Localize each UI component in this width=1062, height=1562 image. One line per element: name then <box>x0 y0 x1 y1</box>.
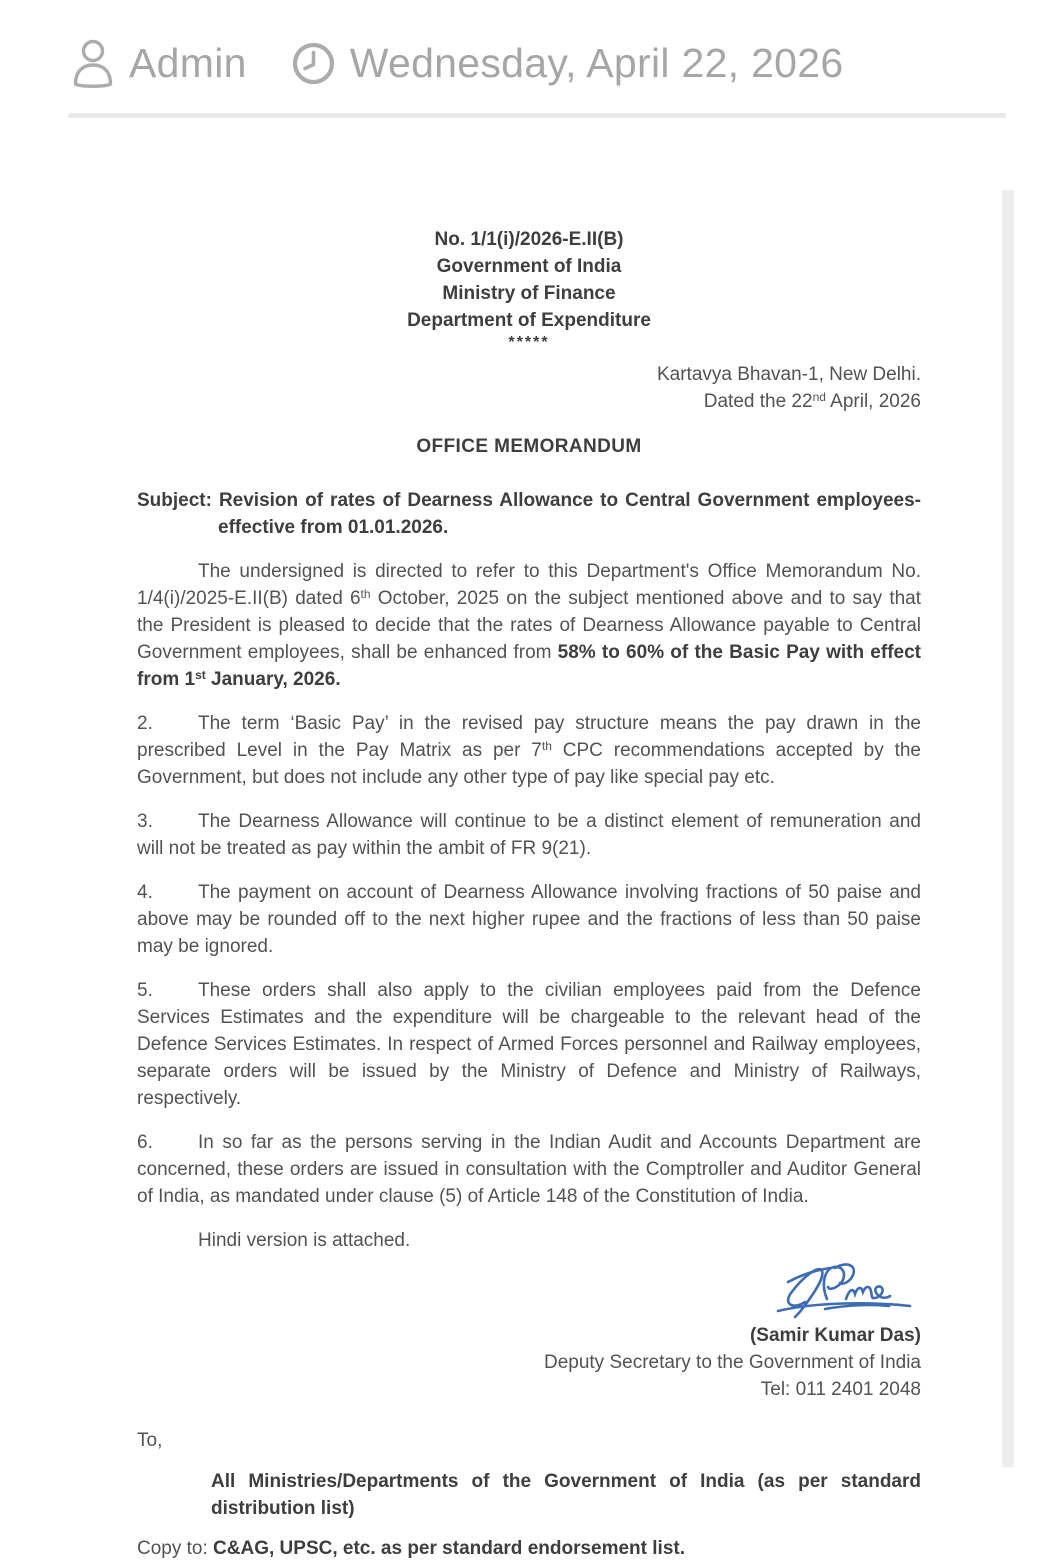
org-line-government: Government of India <box>436 256 622 277</box>
signatory-title: Deputy Secretary to the Government of India <box>543 1352 921 1373</box>
header-divider <box>68 113 1006 118</box>
post-meta-header <box>70 34 843 92</box>
user-icon <box>70 37 116 89</box>
signature-ink <box>769 1258 919 1322</box>
post-date-label: Wednesday, April 22, 2026 <box>349 39 844 86</box>
paragraph-2-number: 2. <box>137 713 153 734</box>
paragraph-4: 4. The payment on account of Dearness Allowance involving fractions of 50 paise and above may be rounded off to the next higher rupee and the fractions of less than 50 paise may be ignored. <box>137 879 921 960</box>
org-line-ministry: Ministry of Finance <box>442 283 616 304</box>
memo-title: OFFICE MEMORANDUM <box>416 436 642 457</box>
star-separator: ***** <box>508 334 550 351</box>
paragraph-6: 6. In so far as the persons serving in the Indian Audit and Accounts Department are concerned, these orders are issued in consultation with the Comptroller and Auditor General of India, as mandated under clause (5) of Article 148 of the Constitution of India. <box>137 1129 921 1210</box>
paragraph-5: 5. These orders shall also apply to the civilian employees paid from the Defence Services Estimates and the expenditure will be chargeable to the relevant head of the Defence Services Estimates. In respect of Armed Forces personnel and Railway employees, separate orders will be issued by the Ministry of Defence and Ministry of Railways, respectively. <box>137 977 921 1112</box>
paragraph-1: The undersigned is directed to refer to this Department's Office Memorandum No. 1/4(i)/2025-E.II(B) dated 6th October, 2025 on the subject mentioned above and to say that the President is pleased to decide that the rates of Dearness Allowance payable to Central Government employees, shall be enhanced from 58% to 60% of the Basic Pay with effect from 1st January, 2026. <box>137 561 922 690</box>
signature-block <box>137 1258 921 1403</box>
issue-place: Kartavya Bhavan-1, New Delhi. <box>656 364 921 385</box>
office-memorandum-document <box>137 226 921 1562</box>
distribution-list: All Ministries/Departments of the Government of India (as per standard distribution list) <box>211 1471 921 1519</box>
copy-to-line: Copy to: C&AG, UPSC, etc. as per standard endorsement list. <box>137 1538 686 1559</box>
hindi-version-note: Hindi version is attached. <box>198 1230 411 1251</box>
subject-label: Subject: <box>137 490 212 511</box>
paragraph-2: 2. The term ‘Basic Pay’ in the revised pay structure means the pay drawn in the prescribed Level in the Pay Matrix as per 7th CPC recommendations accepted by the Government, but does not include any other type of pay like special pay etc. <box>137 710 921 791</box>
date-ordinal-superscript: nd <box>812 390 826 404</box>
scanned-page-edge <box>1002 190 1014 1467</box>
to-label: To, <box>137 1430 163 1451</box>
memo-reference-number: No. 1/1(i)/2026-E.II(B) <box>434 229 624 250</box>
paragraph-5-number: 5. <box>137 980 153 1001</box>
subject-line-2: effective from 01.01.2026. <box>218 517 449 538</box>
subject-line-1: Subject: Revision of rates of Dearness Allowance to Central Government employees- <box>137 490 922 511</box>
org-line-department: Department of Expenditure <box>407 310 651 331</box>
signatory-name: (Samir Kumar Das) <box>749 1325 921 1346</box>
memo-letterhead <box>137 226 921 352</box>
paragraph-3-number: 3. <box>137 811 153 832</box>
author-label: Admin <box>129 39 247 86</box>
signatory-telephone: Tel: 011 2401 2048 <box>760 1379 921 1400</box>
place-date-block <box>137 361 921 415</box>
paragraph-3: 3. The Dearness Allowance will continue to be a distinct element of remuneration and will not be treated as pay within the ambit of FR 9(21). <box>137 808 921 862</box>
clock-icon <box>291 41 336 86</box>
copy-to-label: Copy to: <box>137 1538 208 1559</box>
paragraph-6-number: 6. <box>137 1132 153 1153</box>
subject-block <box>137 487 921 541</box>
paragraph-4-number: 4. <box>137 882 153 903</box>
issue-date: Dated the 22nd April, 2026 <box>703 390 921 412</box>
